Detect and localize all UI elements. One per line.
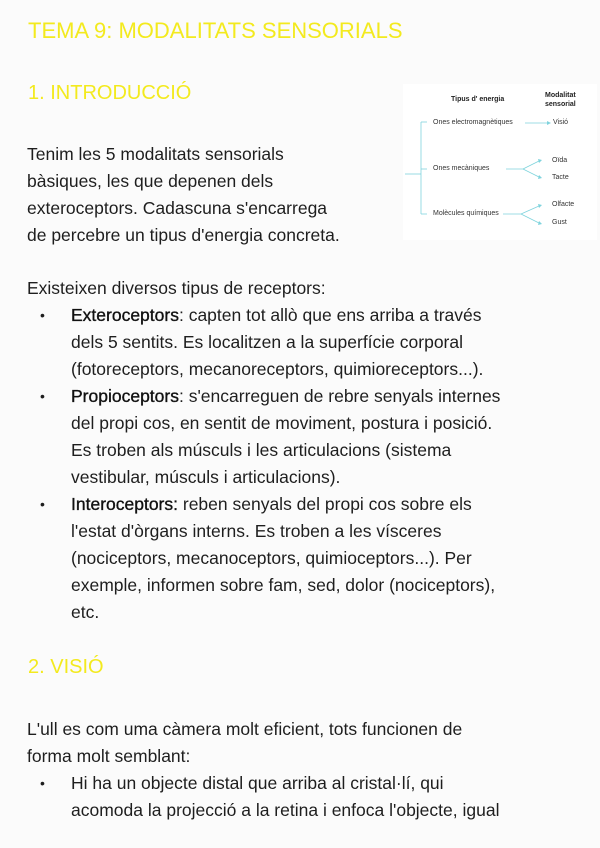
diagram-modality-taste: Gust — [552, 219, 567, 226]
diagram-energy-mechanical: Ones mecàniques — [433, 165, 490, 172]
bullet-term: Exteroceptors — [71, 305, 179, 325]
bullet-dot: • — [40, 496, 45, 512]
intro-line: bàsiques, les que depenen dels — [27, 171, 274, 191]
list-item: • Exteroceptors: capten tot allò que ens arriba a través dels 5 sentits. Es localitzen a la superfície corporal (fotoreceptors, mecanoreceptors, quimioreceptors...). — [0, 302, 600, 383]
diagram-modality-touch: Tacte — [552, 174, 569, 181]
receptor-types-list — [0, 302, 600, 626]
vision-intro-paragraph: L'ull es com uma càmera molt eficient, tots funcionen de forma molt semblant: — [27, 719, 463, 766]
receptors-intro: Existeixen diversos tipus de receptors: — [27, 278, 326, 298]
list-item: • Interoceptors: reben senyals del propi cos sobre els l'estat d'òrgans interns. Es troben a les vísceres (nociceptors, mecanoceptors, quimioceptors...). Per exemple, informen sobre fam, sed, dolor (nociceptors), etc. — [0, 491, 600, 626]
intro-paragraph — [27, 141, 340, 249]
diagram-modality-vision: Visió — [553, 119, 569, 126]
bullet-dot: • — [40, 775, 45, 791]
page-title: TEMA 9: MODALITATS SENSORIALS — [28, 18, 403, 43]
list-item: • Propioceptors: s'encarreguen de rebre senyals internes del propi cos, en sentit de moviment, postura i posició. Es troben als músculs i les articulacions (sistema vestibular, músculs i articulacions). — [0, 383, 600, 491]
bullet-dot: • — [40, 307, 45, 323]
diagram-energy-chemical: Molècules químiques — [433, 210, 499, 217]
section-heading-introduccio: 1. INTRODUCCIÓ — [28, 82, 192, 104]
energy-modality-diagram — [403, 84, 597, 240]
diagram-modality-smell: Olfacte — [552, 201, 575, 208]
bullet-term: Interoceptors: — [71, 494, 178, 514]
diagram-energy-electromagnetic: Ones electromagnètiques — [433, 119, 513, 126]
diagram-header-modality: Modalitat sensorial — [545, 92, 576, 108]
section-heading-visio: 2. VISIÓ — [28, 656, 104, 678]
bullet-term: Propioceptors — [71, 386, 179, 406]
vision-list — [0, 770, 600, 824]
bullet-dot: • — [40, 388, 45, 404]
diagram-modality-hearing: Oïda — [552, 157, 568, 164]
intro-line: exteroceptors. Cadascuna s'encarrega — [27, 198, 328, 218]
list-item: • Hi ha un objecte distal que arriba al cristal·lí, qui acomoda la projecció a la retina i enfoca l'objecte, igual — [0, 770, 600, 824]
intro-line: de percebre un tipus d'energia concreta. — [27, 225, 340, 245]
intro-line: Tenim les 5 modalitats sensorials — [27, 144, 284, 164]
diagram-header-energy: Tipus d' energia — [451, 96, 505, 103]
